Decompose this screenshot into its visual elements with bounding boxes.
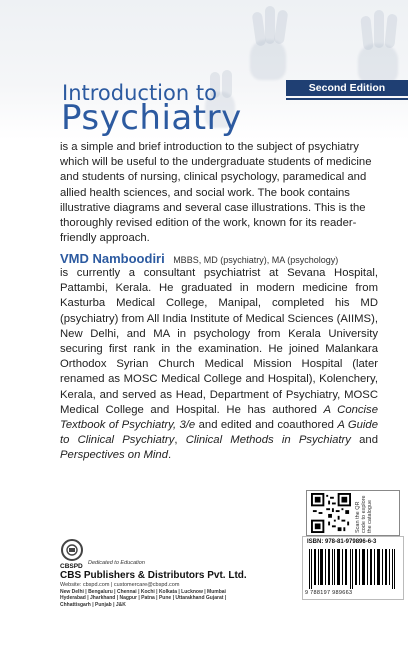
book-title-line2: Psychiatry [61,98,242,138]
author-name: VMD Namboodiri [60,251,165,266]
qr-code-panel [306,490,400,536]
book-ref-3: Clinical Methods in Psychiatry [185,434,351,447]
barcode-digits: 9 788197 989663 [305,590,353,596]
book-ref-1: A Concise Textbook of Psychiatry, 3/e [60,403,378,432]
publisher-tagline: Dedicated to Education [88,560,145,566]
book-title-line1: Introduction to [62,81,217,105]
qr-caption: Scan the QR code to explore the catalogue [355,495,373,533]
bio-end: . [168,449,172,462]
book-ref-4: Perspectives on Mind [60,449,168,462]
publisher-name: CBS Publishers & Distributors Pvt. Ltd. [60,570,247,581]
publisher-cities: New Delhi | Bengaluru | Chennai | Kochi | Kolkata | Lucknow | Mumbai Hyderabad | Jharkhand | Nagpur | Patna | Pune | Uttarakhand Gujarat | Chhattisgarh | Punjab | J&K [60,589,227,608]
bio-sep: , [174,434,186,447]
author-credentials: MBBS, MD (psychiatry), MA (psychology) [173,255,339,265]
publisher-abbr: CBSPD [60,563,83,570]
bio-text-1: is currently a consultant psychiatrist at Sevana Hospital, Pattambi, Kerala. He graduated in modern medicine from Kasturba Medical College, Manipal, completed his MD (psychiatry) from All India Institute of Medical Sciences (AIIMS), New Delhi, and MA in psychology from Kerala University securing first rank in the examination. He joined Malankara Orthodox Syrian Church Medical Mission Hospital (later renamed as MOSC Medical College and Hospital), Kolenchery, Kerala, and served as Head, Department of Psychiatry, MOSC Medical College and Hospital. He has authored [60,267,378,416]
publisher-logo-icon [61,539,83,561]
edition-underline [286,98,408,100]
book-description: is a simple and brief introduction to the subject of psychiatry which will be useful to the undergraduate students of medicine and students of nursing, clinical psychology, paramedical and allied health sciences, and social work. The book contains illustrative diagrams and several case illustrations. This is the thoroughly revised edition of the work, known for its reader-friendly approach. [60,141,372,245]
bio-text-2: and edited and coauthored [195,419,338,432]
barcode [307,549,397,589]
qr-code [311,493,351,533]
isbn-label: ISBN: 978-81-979896-6-3 [307,539,377,545]
isbn-barcode-panel [302,536,404,600]
author-bio [60,266,378,464]
edition-banner: Second Edition [286,80,408,96]
bio-and: and [350,434,378,447]
book-ref-2: A Guide to Clinical Psychiatry [60,419,378,447]
publisher-website: Website: cbspd.com | customercare@cbspd.com [60,582,180,588]
